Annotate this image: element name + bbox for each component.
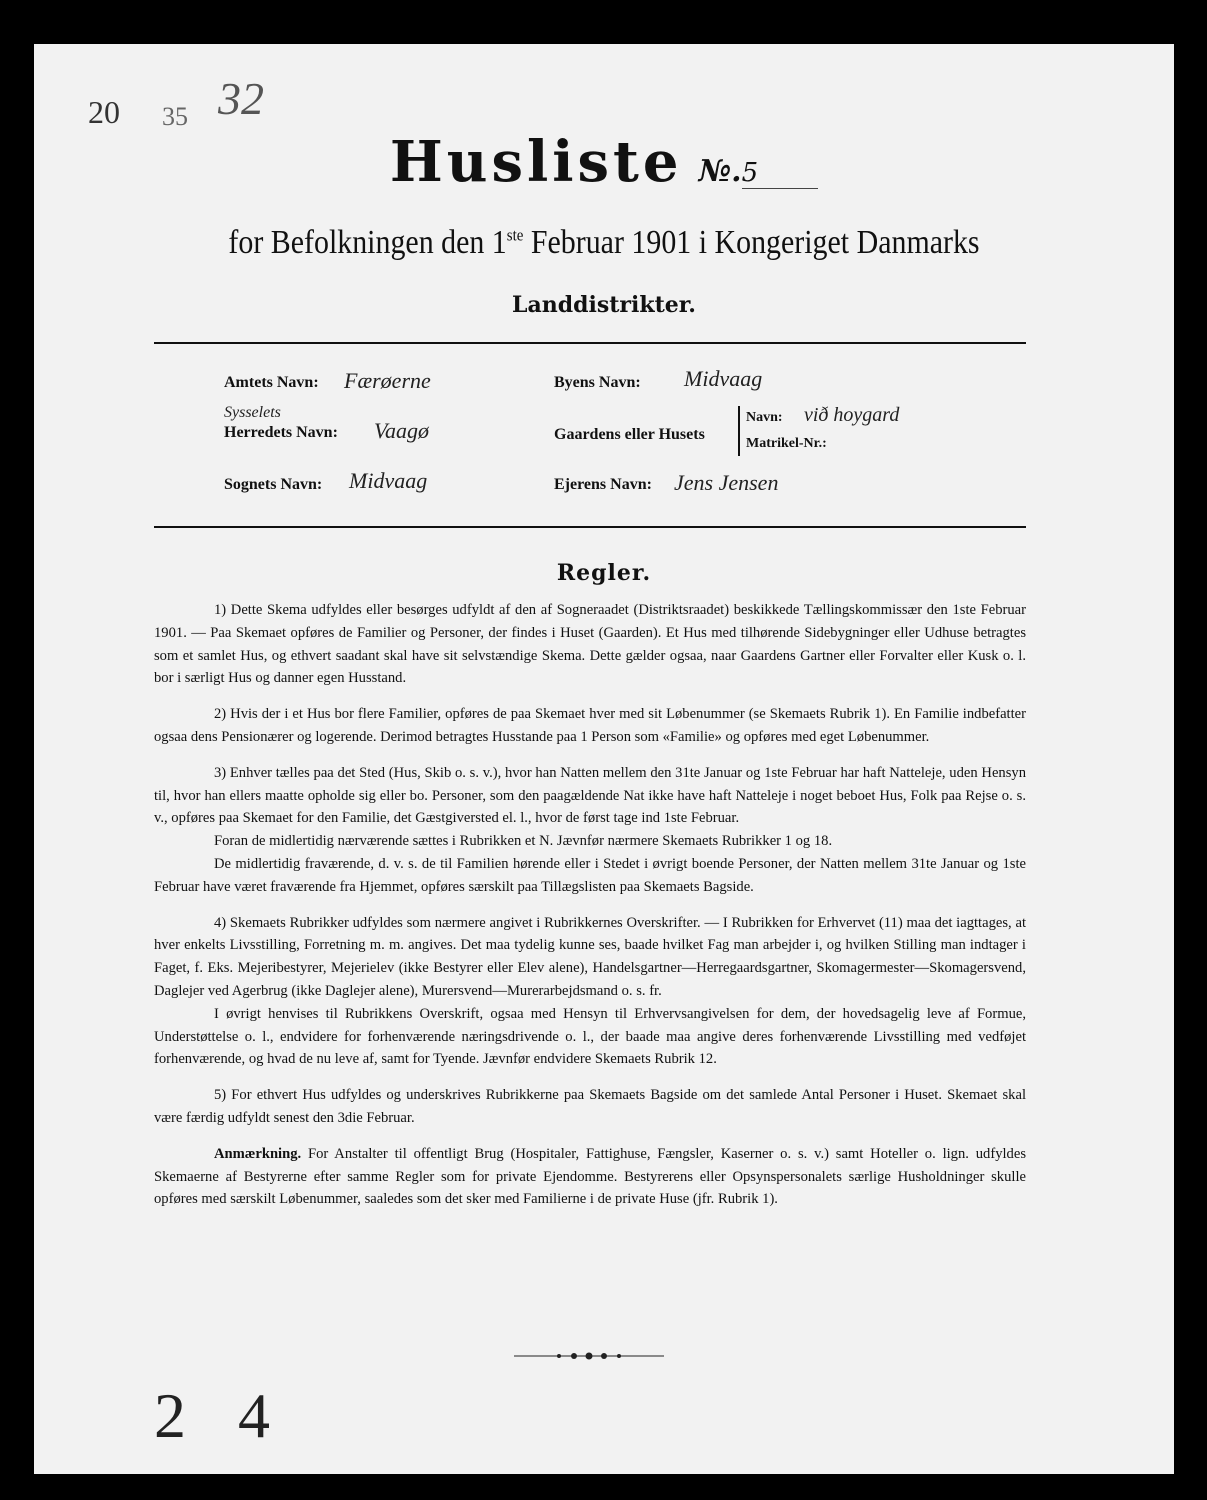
- herred-label: Herredets Navn:: [224, 424, 338, 441]
- handwritten-number-32: 32: [218, 73, 264, 124]
- sogn-label: Sognets Navn:: [224, 476, 323, 493]
- note-text: For Anstalter til offentligt Brug (Hospitaler, Fattighuse, Fængsler, Kaserner o. s. v.) samt Hoteller o. lign. udfyldes Skemaerne af Bestyrerne efter samme Regler som for private Ejendomme. Bestyrerens eller Opsynspersonalets særlige Husholdninger skulle opføres med særskilt Løbenummer, saaledes som det sker med Familierne i de private Huse (jfr. Rubrik 1).: [154, 1145, 1026, 1208]
- rule-2: 2) Hvis der i et Hus bor flere Familier, opføres de paa Skemaet hver med sit Løbenummer (se Skemaets Rubrik 1). En Familie indbefatter ogsaa dens Pensionærer og logerende. Derimod betragtes Husstande paa 1 Person som «Familie» og opføres med eget Løbenummer.: [154, 706, 1026, 745]
- archive-number-20: 20: [88, 94, 120, 130]
- sogn-value: Midvaag: [349, 468, 428, 493]
- number-label: №.: [698, 154, 742, 189]
- herred-value: Vaagø: [374, 418, 429, 443]
- subtitle-part-1: for Befolkningen den 1: [228, 224, 507, 261]
- rules-heading: Regler.: [556, 560, 652, 586]
- by-value: Midvaag: [684, 366, 763, 391]
- by-label: Byens Navn:: [554, 374, 641, 391]
- navn-label: Navn:: [746, 410, 783, 425]
- note-label: Anmærkning.: [214, 1145, 302, 1162]
- title-text: Husliste: [389, 129, 683, 195]
- matrikel-label: Matrikel-Nr.:: [746, 436, 827, 451]
- rule-3: 3) Enhver tælles paa det Sted (Hus, Skib o. s. v.), hvor han Natten mellem den 31te Januar og 1ste Februar har haft Natteleje, uden Hensyn til, hvor han ellers maatte opholde sig eller bo. Personer, som den paagældende Nat ikke have haft Natteleje i noget beboet Hus, Folk paa Rejse o. s. v., opføres paa Skemaet for den Familie, det Gæstgiversted el. l., hvor de først tage ind 1ste Februar.: [154, 764, 1026, 827]
- subtitle-part-2: Februar 1901 i Kongeriget Danmarks: [523, 224, 980, 261]
- archive-number-35: 35: [162, 102, 188, 131]
- rule-3-fravaerende: De midlertidig fraværende, d. v. s. de til Familien hørende eller i Stedet i øvrigt boende Personer, der Natten mellem 31te Januar og 1ste Februar have været fraværende fra Hjemmet, opføres særskilt paa Tillægslisten paa Skemaets Bagside.: [154, 855, 1026, 895]
- bottom-divider: [154, 526, 1026, 528]
- amt-label: Amtets Navn:: [224, 374, 319, 391]
- note: [154, 1143, 1026, 1211]
- ornament-divider: [514, 1351, 664, 1361]
- page-title: [34, 129, 1174, 195]
- list-number-value: 5: [742, 158, 819, 189]
- rule-4-continued: I øvrigt henvises til Rubrikkens Overskrift, ogsaa med Hensyn til Erhvervsangivelsen for dem, der hovedsagelig leve af Formue, Understøttelse o. l., endvidere for forhenværende næringsdrivende o. l., der baade maa angive deres forhenværende Livsstilling med vedføjet forhenværende, og hvad de nu leve af, samt for Tyende. Jævnfør endvidere Skemaets Rubrik 12.: [154, 1005, 1026, 1068]
- subtitle: [102, 224, 1105, 262]
- brace-line: [738, 406, 740, 456]
- top-divider: [154, 342, 1026, 344]
- rule-4: 4) Skemaets Rubrikker udfyldes som nærmere angivet i Rubrikkernes Overskrifter. — I Rubrikken for Erhvervet (11) maa det iagttages, at hver enkelts Livsstilling, Forretning m. m. angives. Det maa tydelig kunne ses, baade hvilket Fag man arbejder i, og hvilken Stilling man indtager i Faget, f. Eks. Mejeribestyrer, Mejerielev (ikke Bestyrer eller Elev alene), Handelsgartner—Herregaardsgartner, Skomagermester—Skomagersvend, Daglejer ved Agerbrug (ikke Daglejer alene), Murersvend—Murerarbejdsmand o. s. fr.: [154, 914, 1026, 999]
- rule-1: 1) Dette Skema udfyldes eller besørges udfyldt af den af Sogneraadet (Distriktsraadet) beskikkede Tællingskommissær den 1ste Februar 1901. — Paa Skemaet opføres de Familier og Personer, der findes i Huset (Gaarden). Et Hus med tilhørende Sidebygninger eller Udhuse betragtes som et samlet Hus, og ethvert saadant skal have sit selvstændige Skema. Dette gælder ogsaa, naar Gaardens Gartner eller Forvalter eller Kusk o. l. bor i særligt Hus og danner egen Husstand.: [154, 602, 1026, 687]
- subtitle-superscript: ste: [506, 225, 524, 245]
- amt-value: Færøerne: [344, 368, 431, 393]
- handwritten-page-number: 2 4: [154, 1380, 288, 1451]
- herred-handwritten-note: Sysselets: [224, 404, 281, 421]
- rules-text: [154, 599, 1026, 1224]
- gaard-label: Gaardens eller Husets: [554, 426, 705, 443]
- navn-value: við hoygard: [804, 404, 900, 426]
- rule-3-foran: Foran de midlertidig nærværende sættes i Rubrikken et N. Jævnfør nærmere Skemaets Rubrikker 1 og 18.: [214, 833, 833, 850]
- ejer-label: Ejerens Navn:: [554, 476, 652, 493]
- ejer-value: Jens Jensen: [674, 470, 779, 495]
- census-form-page: [34, 44, 1174, 1474]
- district-heading: Landdistrikter.: [512, 292, 696, 318]
- rule-5: 5) For ethvert Hus udfyldes og underskrives Rubrikkerne paa Skemaets Bagside om det samlede Antal Personer i Huset. Skemaet skal være færdig udfyldt senest den 3die Februar.: [154, 1087, 1026, 1126]
